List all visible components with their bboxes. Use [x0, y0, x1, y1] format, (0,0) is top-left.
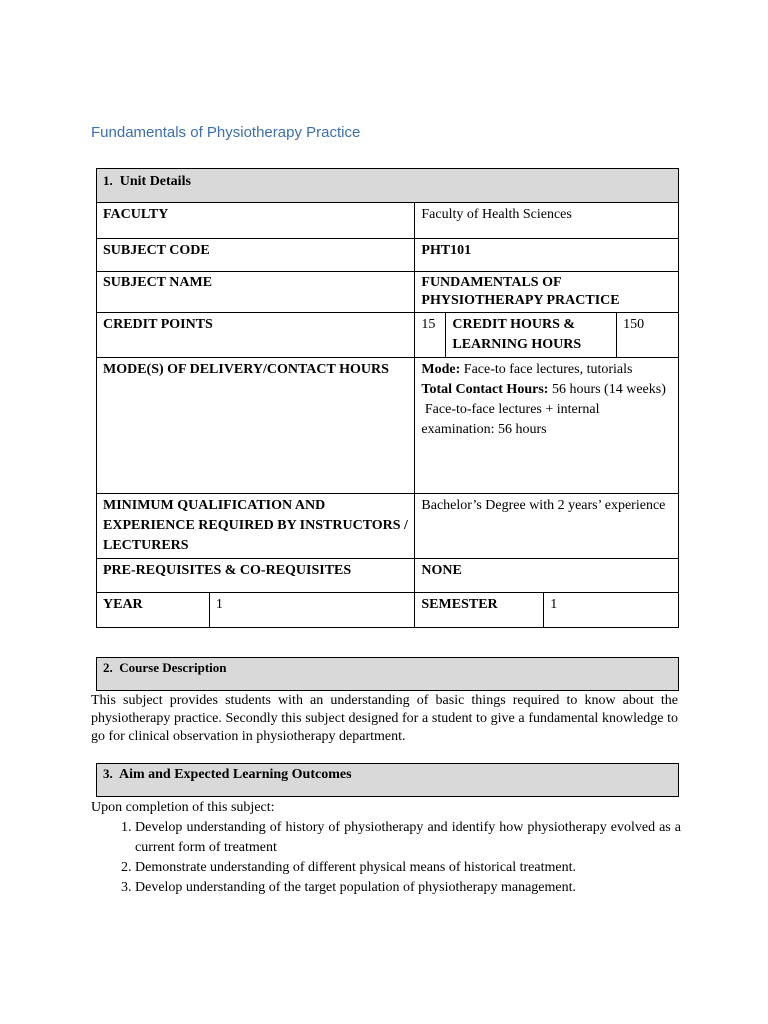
subject-code-label: SUBJECT CODE — [97, 239, 415, 272]
mode-value: Face-to face lectures, tutorials — [463, 362, 633, 377]
delivery-value — [415, 358, 679, 494]
section2-number: 2. — [103, 660, 113, 675]
total-contact-value: 56 hours (14 weeks) — [551, 382, 666, 397]
year-label: YEAR — [97, 593, 210, 628]
credit-points-label: CREDIT POINTS — [97, 313, 415, 358]
total-contact-label: Total Contact Hours: — [421, 382, 549, 397]
faculty-label: FACULTY — [97, 203, 415, 239]
qualification-label: MINIMUM QUALIFICATION AND EXPERIENCE REQUIRED BY INSTRUCTORS / LECTURERS — [97, 494, 415, 559]
semester-value: 1 — [544, 593, 679, 628]
unit-details-table — [96, 168, 679, 628]
semester-label: SEMESTER — [415, 593, 544, 628]
mode-label: Mode: — [421, 362, 461, 377]
outcomes-list — [91, 818, 681, 898]
learning-outcomes — [91, 798, 681, 898]
credit-points-value: 15 — [415, 313, 446, 358]
section3-number: 3. — [103, 766, 113, 781]
section1-heading: Unit Details — [119, 174, 191, 189]
list-item: 1. Develop understanding of history of physiotherapy and identify how physiotherapy evolved as a current form of treatment — [135, 818, 681, 858]
course-description: This subject provides students with an understanding of basic things required to know about the physiotherapy practice. Secondly this subject designed for a student to give a fundamental knowledge to go for clinical observation in physiotherapy department. — [91, 693, 678, 744]
credit-hours-value: 150 — [617, 313, 679, 358]
subject-name-value: FUNDAMENTALS OF PHYSIOTHERAPY PRACTICE — [415, 272, 679, 313]
prereq-label: PRE-REQUISITES & CO-REQUISITES — [97, 559, 415, 593]
list-item: 2. Demonstrate understanding of different physical means of historical treatment. — [135, 858, 681, 878]
section3-heading: Aim and Expected Learning Outcomes — [118, 767, 352, 782]
document-title: Fundamentals of Physiotherapy Practice — [91, 124, 361, 141]
section2-header — [96, 657, 679, 691]
section1-header — [97, 169, 679, 203]
year-value: 1 — [209, 593, 415, 628]
section2-heading: Course Description — [119, 660, 227, 675]
subject-code-value: PHT101 — [415, 239, 679, 272]
section3-header — [96, 763, 679, 797]
faculty-value: Faculty of Health Sciences — [415, 203, 679, 239]
outcomes-intro: Upon completion of this subject: — [91, 800, 275, 815]
qualification-value: Bachelor’s Degree with 2 years’ experience — [415, 494, 679, 559]
delivery-label: MODE(S) OF DELIVERY/CONTACT HOURS — [97, 358, 415, 494]
delivery-note: Face-to-face lectures + internal examination: 56 hours — [421, 402, 600, 437]
credit-hours-label: CREDIT HOURS & LEARNING HOURS — [446, 313, 617, 358]
prereq-value: NONE — [415, 559, 679, 593]
list-item: 3. Develop understanding of the target population of physiotherapy management. — [135, 878, 681, 898]
section1-number: 1. — [103, 173, 113, 188]
subject-name-label: SUBJECT NAME — [97, 272, 415, 313]
